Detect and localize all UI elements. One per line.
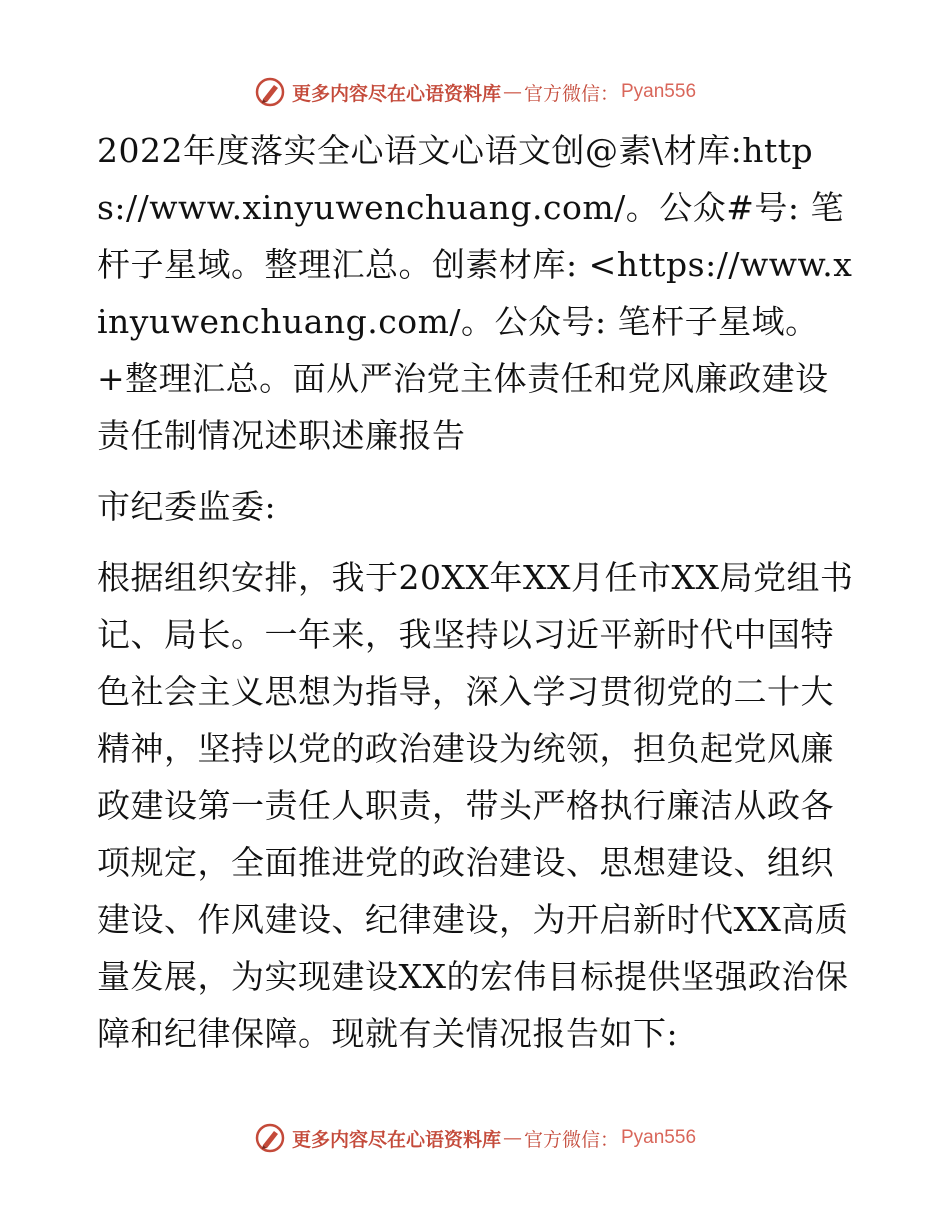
watermark-handle: Pyan556 <box>621 81 697 102</box>
watermark-official-label: 官方微信： <box>523 1128 619 1151</box>
pen-logo-icon <box>254 76 286 108</box>
body-paragraph: 根据组织安排，我于20XX年XX月任市XX局党组书记、局长。一年来，我坚持以习近平新时代中国特色社会主义思想为指导，深入学习贯彻党的二十大精神，坚持以党的政治建设为统领，担负起党风廉政建设第一责任人职责，带头严格执行廉洁从政各项规定，全面推进党的政治建设、思想建设、组织建设、作风建设、纪律建设，为开启新时代XX高质量发展，为实现建设XX的宏伟目标提供坚强政治保障和纪律保障。现就有关情况报告如下: <box>97 558 854 1053</box>
watermark-dash: — <box>502 1127 522 1149</box>
watermark-brand: 更多内容尽在心语资料库 <box>291 1128 501 1151</box>
document-title: 2022年度落实全心语文心语文创@素\材库:https://www.xinyuwenchuang.com/。公众#号: 笔杆子星域。整理汇总。创素材库: <https://www.xinyuwenchuang.com/。公众号: 笔杆子星域。+整理汇总。面从严治党主体责任和党风廉政建设责任制情况述职述廉报告 <box>97 131 853 455</box>
watermark-dash: — <box>502 81 522 103</box>
watermark-brand: 更多内容尽在心语资料库 <box>291 82 501 105</box>
salutation: 市纪委监委: <box>97 487 277 526</box>
header-watermark <box>0 72 950 112</box>
watermark-official-label: 官方微信： <box>523 82 619 105</box>
footer-watermark <box>0 1118 950 1158</box>
pen-logo-icon <box>254 1122 286 1154</box>
document-body <box>97 122 857 1072</box>
watermark-handle: Pyan556 <box>621 1127 697 1148</box>
